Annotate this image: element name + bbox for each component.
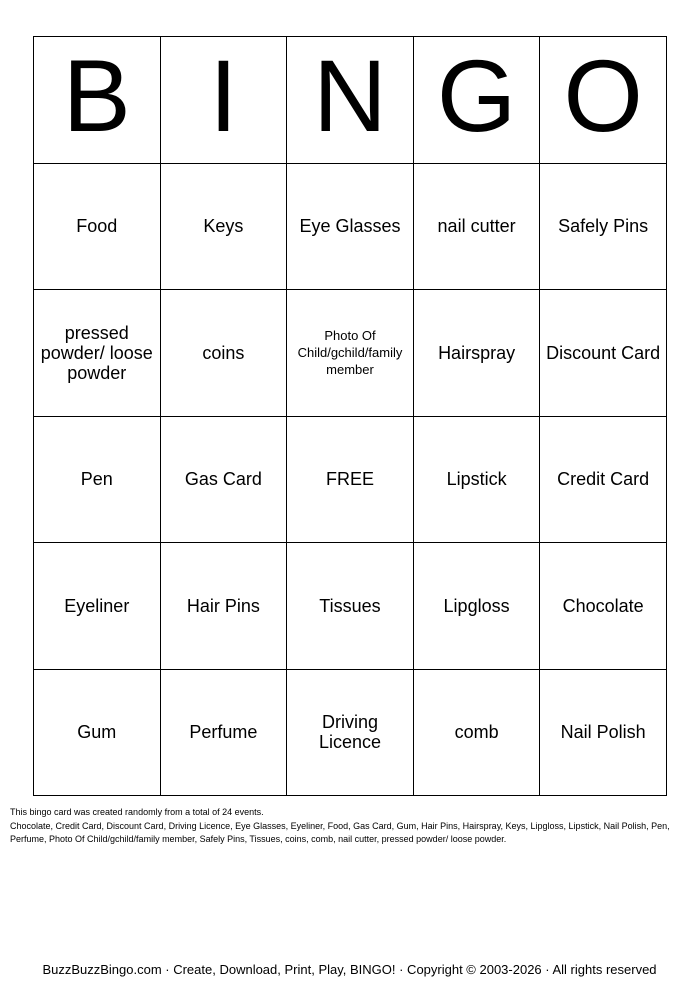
bingo-row xyxy=(34,290,667,417)
bingo-letter-text: B xyxy=(62,38,131,153)
notes-summary: This bingo card was created randomly from a total of 24 events. xyxy=(10,807,264,817)
bingo-letter-o xyxy=(540,37,667,164)
bingo-cell: Keys xyxy=(160,163,287,290)
bingo-cell: comb xyxy=(413,669,540,796)
bingo-cell: Safely Pins xyxy=(540,163,667,290)
bingo-cell: Discount Card xyxy=(540,290,667,417)
bingo-row xyxy=(34,163,667,290)
bingo-cell: nail cutter xyxy=(413,163,540,290)
bingo-cell: Nail Polish xyxy=(540,669,667,796)
bingo-cell: Eyeliner xyxy=(34,543,161,670)
bingo-cell: Chocolate xyxy=(540,543,667,670)
bingo-cell: Hair Pins xyxy=(160,543,287,670)
footer-copyright: BuzzBuzzBingo.com · Create, Download, Print, Play, BINGO! · Copyright © 2003-2026 · All rights reserved xyxy=(42,962,657,977)
bingo-cell: coins xyxy=(160,290,287,417)
bingo-letter-i xyxy=(160,37,287,164)
bingo-cell: Lipgloss xyxy=(413,543,540,670)
bingo-letter-text: N xyxy=(313,38,387,153)
card-notes xyxy=(10,806,690,847)
bingo-cell: Hairspray xyxy=(413,290,540,417)
bingo-row xyxy=(34,669,667,796)
bingo-card xyxy=(33,36,667,796)
bingo-cell: Tissues xyxy=(287,543,414,670)
bingo-letter-b xyxy=(34,37,161,164)
bingo-row xyxy=(34,543,667,670)
bingo-letter-g xyxy=(413,37,540,164)
bingo-cell: Perfume xyxy=(160,669,287,796)
bingo-cell: Driving Licence xyxy=(287,669,414,796)
bingo-cell: Photo Of Child/gchild/family member xyxy=(287,290,414,417)
bingo-cell: pressed powder/ loose powder xyxy=(34,290,161,417)
bingo-cell: Eye Glasses xyxy=(287,163,414,290)
notes-event-list: Chocolate, Credit Card, Discount Card, Driving Licence, Eye Glasses, Eyeliner, Food, Gas Card, Gum, Hair Pins, Hairspray, Keys, Lipgloss, Lipstick, Nail Polish, Pen, Perfume, Photo Of Child/gchild/family member, Safely Pins, Tissues, coins, comb, nail cutter, pressed powder/ loose powder. xyxy=(10,820,670,844)
bingo-header-row xyxy=(34,37,667,164)
bingo-letter-n xyxy=(287,37,414,164)
bingo-cell: Lipstick xyxy=(413,416,540,543)
bingo-cell: Gum xyxy=(34,669,161,796)
bingo-letter-text: I xyxy=(209,38,238,153)
bingo-cell: Pen xyxy=(34,416,161,543)
bingo-row xyxy=(34,416,667,543)
bingo-letter-text: O xyxy=(563,38,643,153)
bingo-cell: Credit Card xyxy=(540,416,667,543)
bingo-free-cell: FREE xyxy=(287,416,414,543)
bingo-cell: Food xyxy=(34,163,161,290)
bingo-letter-text: G xyxy=(436,38,517,153)
bingo-cell: Gas Card xyxy=(160,416,287,543)
